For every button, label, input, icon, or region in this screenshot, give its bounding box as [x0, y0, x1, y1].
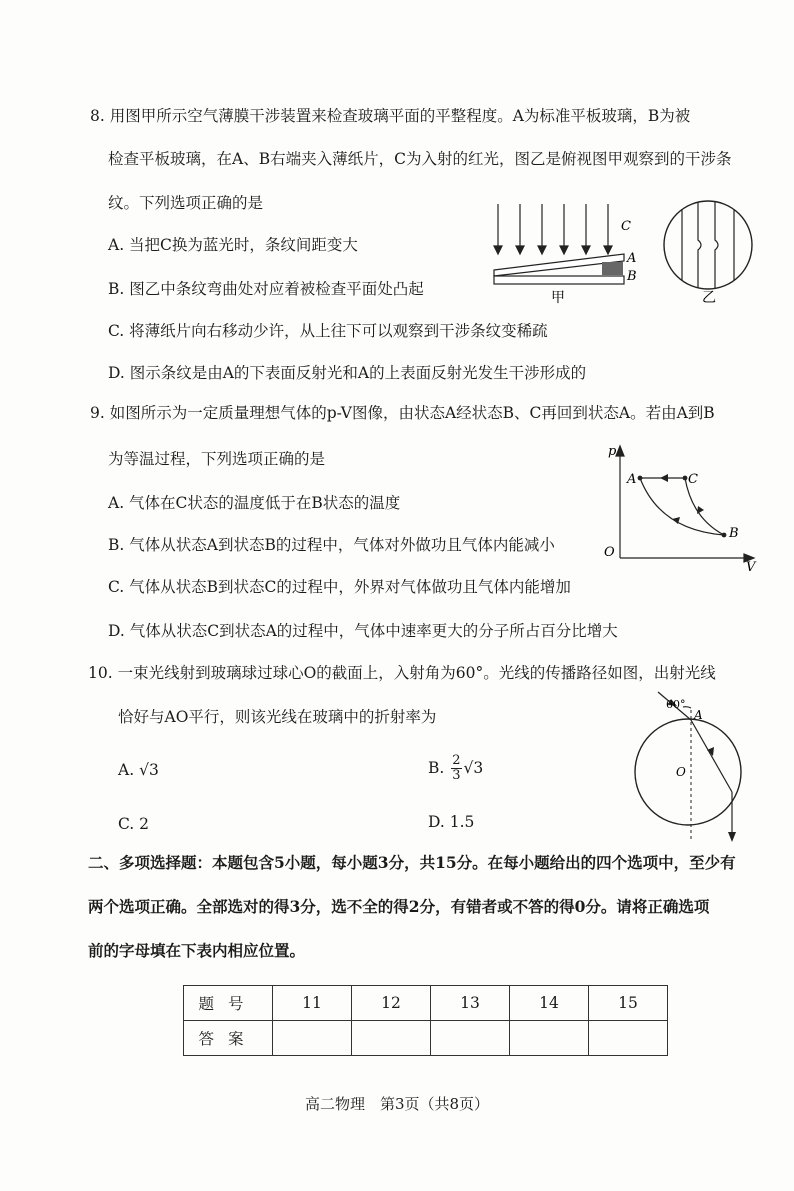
q9-point-c: C	[688, 472, 698, 487]
answer-cell[interactable]	[431, 1021, 510, 1056]
q9-stem-line1: 9. 如图所示为一定质量理想气体的p-V图像，由状态A经状态B、C再回到状态A。若由A到B	[90, 404, 715, 422]
answer-table-answer-row	[184, 1021, 668, 1056]
q10-sphere-figure	[630, 686, 760, 846]
answer-cell[interactable]	[352, 1021, 431, 1056]
q9-stem-line2: 为等温过程，下列选项正确的是	[108, 450, 326, 468]
q8-label-b: B	[627, 269, 637, 284]
q9-origin: O	[604, 545, 615, 560]
answer-table-header-row	[184, 986, 668, 1021]
q8-caption-yi: 乙	[702, 290, 716, 306]
q9-point-b: B	[729, 526, 739, 541]
q8-option-a: A. 当把C换为蓝光时，条纹间距变大	[108, 236, 358, 254]
section2-line1: 二、多项选择题：本题包含5小题，每小题3分，共15分。在每小题给出的四个选项中，至少有	[88, 853, 736, 872]
q10-option-c: C. 2	[118, 815, 150, 833]
answer-table-number: 13	[431, 986, 510, 1021]
q9-option-b: B. 气体从状态A到状态B的过程中，气体对外做功且气体内能减小	[108, 536, 555, 554]
answer-table	[183, 985, 668, 1056]
q10-option-a: A. √3	[118, 761, 159, 779]
q8-label-c: C	[621, 219, 631, 234]
q8-stem-line1: 8. 用图甲所示空气薄膜干涉装置来检查玻璃平面的平整程度。A为标准平板玻璃，B为被	[90, 107, 691, 125]
answer-cell[interactable]	[589, 1021, 668, 1056]
q8-label-a: A	[627, 251, 637, 266]
answer-cell[interactable]	[273, 1021, 352, 1056]
q9-option-d: D. 气体从状态C到状态A的过程中，气体中速率更大的分子所占百分比增大	[108, 622, 618, 640]
q10-stem-line2: 恰好与AO平行，则该光线在玻璃中的折射率为	[118, 708, 437, 726]
q9-option-a: A. 气体在C状态的温度低于在B状态的温度	[108, 494, 401, 512]
answer-table-number: 12	[352, 986, 431, 1021]
q8-stem-line3: 纹。下列选项正确的是	[108, 194, 264, 212]
q10-option-d: D. 1.5	[428, 813, 475, 831]
answer-table-answer-label: 答案	[184, 1021, 273, 1056]
q9-pv-graph	[600, 440, 760, 575]
answer-table-number: 15	[589, 986, 668, 1021]
q9-point-a: A	[627, 472, 637, 487]
page-footer: 高二物理 第3页（共8页）	[304, 1095, 490, 1113]
q8-option-b: B. 图乙中条纹弯曲处对应着被检查平面处凸起	[108, 280, 424, 298]
q8-caption-jia: 甲	[551, 290, 565, 306]
q10-point-a: A	[694, 708, 703, 722]
section2-line2: 两个选项正确。全部选对的得3分，选不全的得2分，有错者或不答的得0分。请将正确选项	[88, 897, 710, 916]
answer-cell[interactable]	[510, 1021, 589, 1056]
q8-option-c: C. 将薄纸片向右移动少许，从上往下可以观察到干涉条纹变稀疏	[108, 322, 548, 340]
answer-table-number: 14	[510, 986, 589, 1021]
q10-option-b: B. $\frac{2}{3}$ √3	[428, 753, 484, 783]
q8-figure-yi	[660, 198, 760, 308]
q9-option-c: C. 气体从状态B到状态C的过程中，外界对气体做功且气体内能增加	[108, 578, 571, 596]
q9-axis-p: p	[608, 444, 617, 459]
answer-table-number: 11	[273, 986, 352, 1021]
section2-line3: 前的字母填在下表内相应位置。	[88, 941, 306, 960]
q9-axis-v: V	[746, 560, 756, 575]
q8-figure-jia	[490, 198, 640, 308]
q8-stem-line2: 检查平板玻璃，在A、B右端夹入薄纸片，C为入射的红光，图乙是俯视图甲观察到的干涉条	[108, 150, 732, 168]
q10-stem-line1: 10. 一束光线射到玻璃球过球心O的截面上，入射角为60°。光线的传播路径如图，出射光线	[88, 664, 716, 682]
answer-table-question-label: 题号	[184, 986, 273, 1021]
q8-option-d: D. 图示条纹是由A的下表面反射光和A的上表面反射光发生干涉形成的	[108, 364, 587, 382]
q10-angle-label: 60°	[666, 698, 686, 711]
q10-point-o: O	[676, 765, 686, 779]
